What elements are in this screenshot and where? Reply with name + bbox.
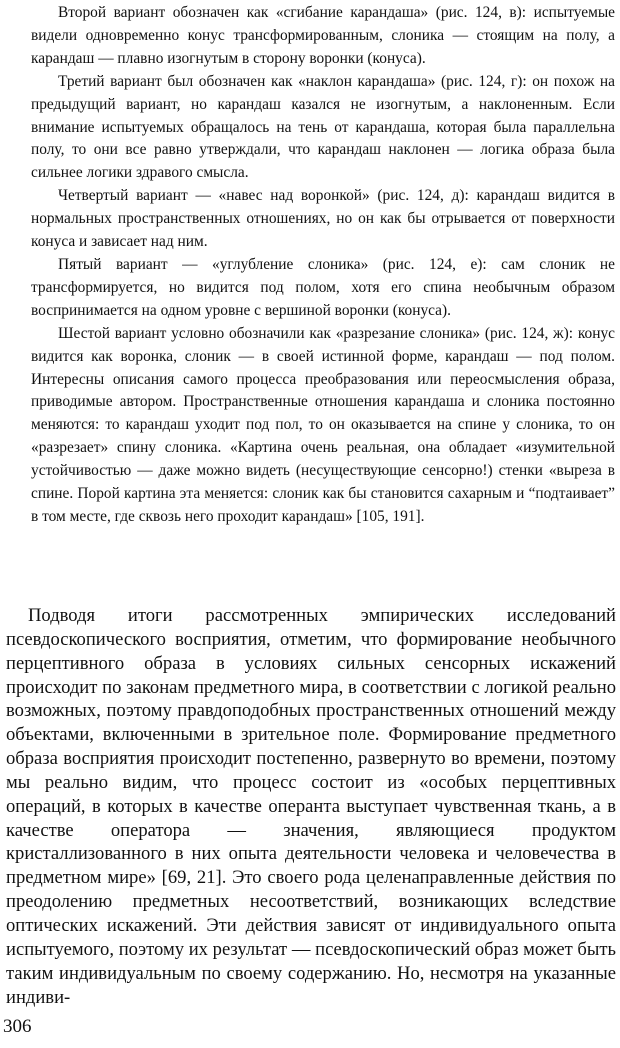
paragraph-variant-four: Четвертый вариант — «навес над воронкой» (рис. 124, д): карандаш видится в нормальных пространственных отношениях, но он как бы отрывается от поверхности конуса и зависает над ним. (31, 187, 615, 251)
paragraph-summary: Подводя итоги рассмотренных эмпирических исследований псевдоскопического восприятия, отметим, что формирование необычного перцептивного образа в условиях сильных сенсорных искажений происходит по законам предметного мира, в соответствии с логикой реально возможных, поэтому правдоподобных пространственных отношений между объектами, включенными в зрительное поле. Формирование предметного образа восприятия происходит постепенно, развернуто во времени, поэтому мы реально видим, что процесс состоит из «особых перцептивных операций, в которых в качестве операнта выступает чувственная ткань, а в качестве оператора — значения, являющиеся продуктом кристаллизованного в них опыта деятельности человека и человечества в предметном мире» [69, 21]. Это своего рода целенаправленные действия по преодолению предметных несоответствий, возникающих вследствие оптических искажений. Эти действия зависят от индивидуального опыта испытуемого, поэтому их результат — псевдоскопический образ может быть таким индивидуальным по своему содержанию. Но, несмотря на указанные индиви- (6, 605, 616, 1008)
paragraph-variant-six: Шестой вариант условно обозначили как «разрезание слоника» (рис. 124, ж): конус видится как воронка, слоник — в своей истинной форме, карандаш — под полом. Интересны описания самого процесса преобразования или переосмысления образа, приводимые автором. Пространственные отношения карандаша и слоника постоянно меняются: то карандаш уходит под пол, то он оказывается на спине у слоника, то он «разрезает» спину слоника. «Картина очень реальная, она обладает «изумительной устойчивостью — даже можно видеть (несуществующие сенсорно!) стенки «выреза в спине. Порой картина эта меняется: слоник как бы становится сахарным и “подтаивает” в том месте, где сквозь него проходит карандаш» [105, 191]. (31, 324, 615, 525)
summary-text (6, 604, 616, 1009)
page-number: 306 (3, 1016, 32, 1037)
paragraph-variant-two: Второй вариант обозначен как «сгибание карандаша» (рис. 124, в): испытуемые видели одновременно конус трансформированным, слоника — стоящим на полу, а карандаш — плавно изогнутым в сторону воронки (конуса). (31, 4, 615, 67)
paragraph-variant-three: Третий вариант был обозначен как «наклон карандаша» (рис. 124, г): он похож на предыдущий вариант, но карандаш казался не изогнутым, а наклоненным. Если внимание испытуемых обращалось на тень от карандаша, которая была параллельна полу, то они все равно утверждали, что карандаш наклонен — логика образа была сильнее логики здравого смысла. (31, 72, 615, 182)
paragraph-variant-five: Пятый вариант — «углубление слоника» (рис. 124, е): сам слоник не трансформируется, но видится под полом, хотя его спина необычным образом воспринимается на одном уровне с вершиной воронки (конуса). (31, 255, 615, 319)
variants-description (31, 2, 615, 529)
